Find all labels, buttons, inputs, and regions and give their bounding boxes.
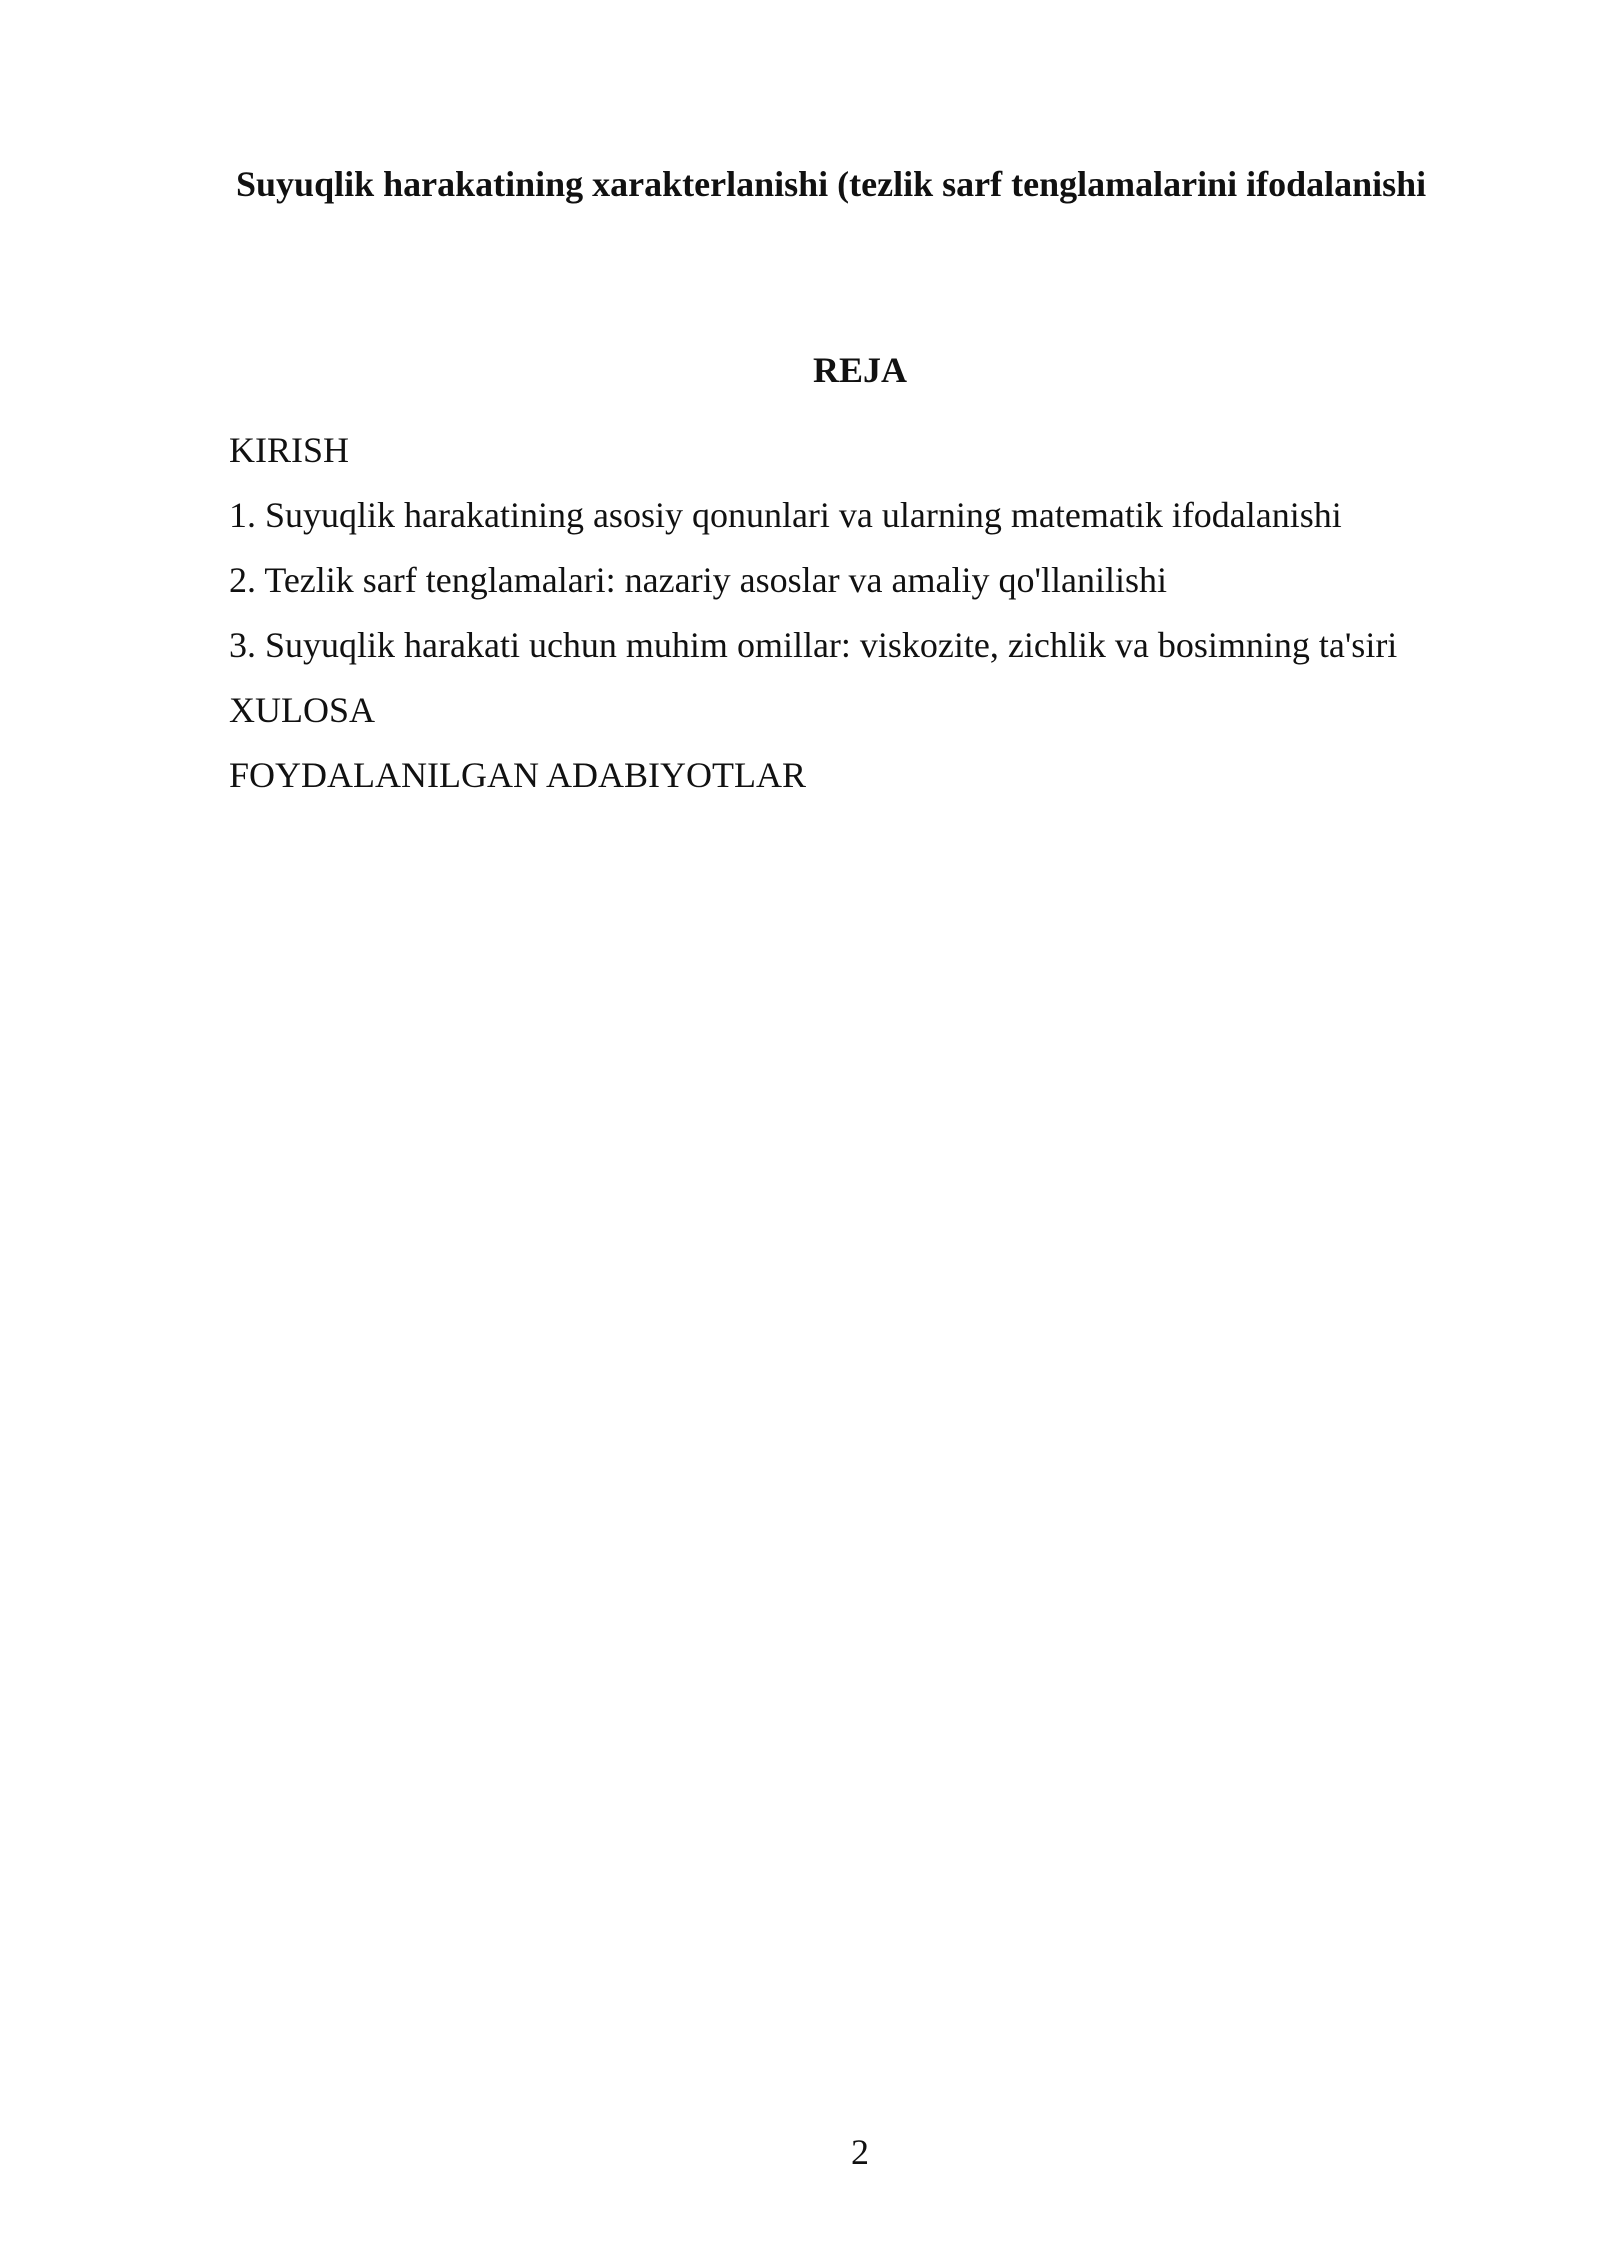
document-title: Suyuqlik harakatining xarakterlanishi (tezlik sarf tenglamalarini ifodalanishi [236, 164, 1427, 204]
plan-item-1: 1. Suyuqlik harakatining asosiy qonunlari va ularning matematik ifodalanishi [229, 495, 1342, 535]
plan-item-conclusion: XULOSA [229, 690, 376, 730]
plan-item-2: 2. Tezlik sarf tenglamalari: nazariy asoslar va amaliy qo'llanilishi [229, 560, 1167, 600]
plan-item-3: 3. Suyuqlik harakati uchun muhim omillar: viskozite, zichlik va bosimning ta'siri [229, 625, 1398, 665]
page-number: 2 [851, 2132, 869, 2172]
plan-list [229, 418, 1549, 808]
plan-item-introduction: KIRISH [229, 430, 350, 470]
plan-heading: REJA [812, 350, 907, 390]
plan-item-references: FOYDALANILGAN ADABIYOTLAR [229, 755, 806, 795]
